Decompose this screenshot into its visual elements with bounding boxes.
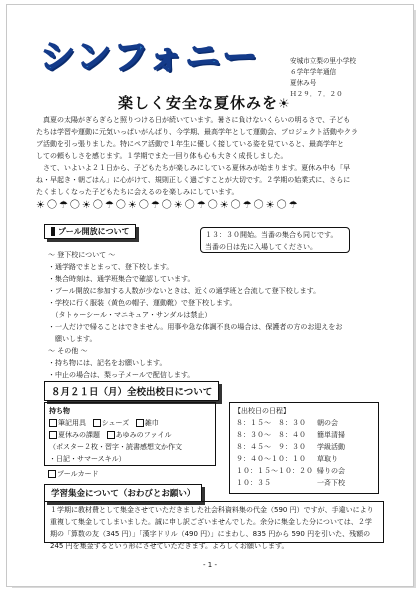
schedule-time: ９：４０～１０：１０	[236, 455, 306, 463]
pool-heading-text: プール開放について	[58, 227, 130, 236]
schedule-time: ８：４５～ ９：３０	[236, 443, 306, 451]
checkbox-icon	[48, 470, 56, 478]
belongings-note: （ポスター２枚・習字・読書感想文か作文	[49, 443, 182, 451]
intro-line: ブ活動を引っ張りました。特にペア活動で１年生に優しく接している姿を見ていると、最高学年と	[36, 140, 344, 148]
schedule-time: ８：１５～ ８：３０	[236, 419, 306, 427]
schedule-row	[234, 429, 347, 441]
belongings-row	[49, 417, 211, 429]
list-item: ・一人だけで帰ることはできません。用事や急な体調不良の場合は、保護者の方のお迎えをお	[48, 323, 343, 331]
belongings-row	[49, 429, 211, 441]
schedule-row	[234, 417, 347, 429]
school-day-heading: ８月２１日（月）全校出校日について	[44, 381, 219, 401]
schedule-time: ８：３０～ ８：４０	[236, 431, 306, 439]
belonging-item: 夏休みの課題	[58, 431, 100, 439]
intro-line: たくましくなった子どもたちに会えるのを楽しみにしています。	[36, 188, 239, 196]
intro-line: しての頼もしさを感じます。１学期でまた一回り体も心も大きく成長しました。	[36, 152, 288, 160]
newsletter-grade: ６学年学年通信	[290, 68, 337, 76]
bubble-line: 当番の日は先に入場してください。	[205, 243, 317, 251]
subtitle-text: 楽しく安全な夏休みを	[118, 94, 279, 112]
schedule-box	[229, 402, 379, 494]
schedule-title: 【出校日の日程】	[234, 407, 290, 415]
issue-date: Ｈ２９．７．２０	[290, 90, 343, 98]
schedule-time: １０：１５～１０：２０	[236, 467, 313, 475]
belongings-note: ・日記・サマースキル）	[49, 455, 126, 463]
schedule-activity: 草取り	[317, 455, 338, 463]
list-item: （タトゥーシール・マニキュア・サンダルは禁止）	[48, 311, 212, 319]
schedule-row	[234, 477, 347, 489]
list-item: ・持ち物には、記名をお願いします。	[48, 359, 167, 367]
intro-line: さて、いよいよ２１日から、子どもたちが楽しみにしている夏休みが始まります。夏休み中も「早	[43, 164, 351, 172]
sun-icon: ☀	[278, 97, 291, 112]
checkbox-icon	[93, 419, 101, 427]
intro-line: たちは学習や運動に元気いっぱいがんばり、今学期、最高学年として運動会、プロジェクト活動やクラ	[36, 128, 358, 136]
belonging-item: シューズ	[101, 419, 130, 427]
schedule-activity: 一斉下校	[317, 479, 345, 487]
checkbox-icon	[49, 431, 57, 439]
fund-section-heading: 学習集金について（おわびとお願い）	[44, 484, 202, 502]
schedule-row	[234, 465, 347, 477]
schedule-activity: 学級活動	[317, 443, 345, 451]
belonging-item: プールカード	[57, 470, 99, 478]
belonging-item: 雑巾	[144, 419, 159, 427]
intro-line: ね・早起き・朝ごはん」に心がけて、規則正しく過ごすことが大切です。２学期の始業式に、さらに	[36, 176, 351, 184]
page-number: - 1 -	[203, 561, 217, 569]
decorative-border-row: ☀〇☂〇☀〇☂〇☀〇☂〇☀〇☂〇☀〇☂〇☀〇☂	[36, 200, 300, 211]
fund-notice: １学期に教材費として集金させていただきました社会科資料集の代金（590 円）ですが、手違いにより重複して集金してしまいました。誠に申し訳ございませんでした。余分に集金した分については、２学期の「算数の友（345 円）」「漢字ドリル（490 円）」にまわし、835 円から 590 円を引いた、残額の 245 円を集金するという形にさせていただきます。よろしくお願いします。	[44, 501, 384, 543]
belongings-title: 持ち物	[49, 407, 70, 415]
list-item: ・集合時刻は、通学班集合で確認しています。	[48, 275, 195, 283]
checkbox-icon	[136, 419, 144, 427]
pool-details	[48, 249, 388, 381]
schedule-activity: 帰りの会	[317, 467, 345, 475]
schedule-activity: 簡単清掃	[317, 431, 345, 439]
commute-subheading: ～ 登下校について ～	[48, 251, 116, 259]
pool-section-heading	[44, 224, 136, 239]
other-subheading: ～ その他 ～	[48, 347, 88, 355]
bubble-line: １３：３０開始。当番の集合も同じです。	[205, 231, 338, 239]
subtitle	[118, 92, 291, 113]
newsletter-logo-title: シンフォニー	[40, 38, 260, 78]
list-item: ・プール開放に参加する人数が少ないときは、近くの通学班と合流して登下校します。	[48, 287, 321, 295]
list-item: 願いします。	[48, 335, 97, 343]
issue-name: 夏休み号	[290, 79, 317, 87]
checkbox-icon	[49, 419, 57, 427]
belongings-box	[44, 402, 216, 466]
list-item: ・通学路でまとまって、登下校します。	[48, 263, 174, 271]
intro-paragraph	[36, 114, 384, 198]
schedule-row	[234, 441, 347, 453]
heading-bar-icon	[51, 227, 55, 236]
header-info	[290, 56, 356, 100]
school-name: 安城市立梨の里小学校	[290, 57, 356, 65]
list-item: ・中止の場合は、梨っ子メールで配信します。	[48, 371, 195, 379]
schedule-table	[234, 417, 347, 489]
belonging-item: あゆみのファイル	[115, 431, 172, 439]
intro-line: 真夏の太陽がぎらぎらと照りつける日が続いています。暑さに負けないくらいの明るさで、子ども	[43, 116, 351, 124]
checkbox-icon	[107, 431, 115, 439]
schedule-row	[234, 453, 347, 465]
list-item: ・学校に行く服装（黄色の帽子、運動靴）で登下校します。	[48, 299, 237, 307]
schedule-time: １０：３５	[236, 479, 271, 487]
schedule-activity: 朝の会	[317, 419, 338, 427]
belonging-item: 筆記用具	[58, 419, 86, 427]
